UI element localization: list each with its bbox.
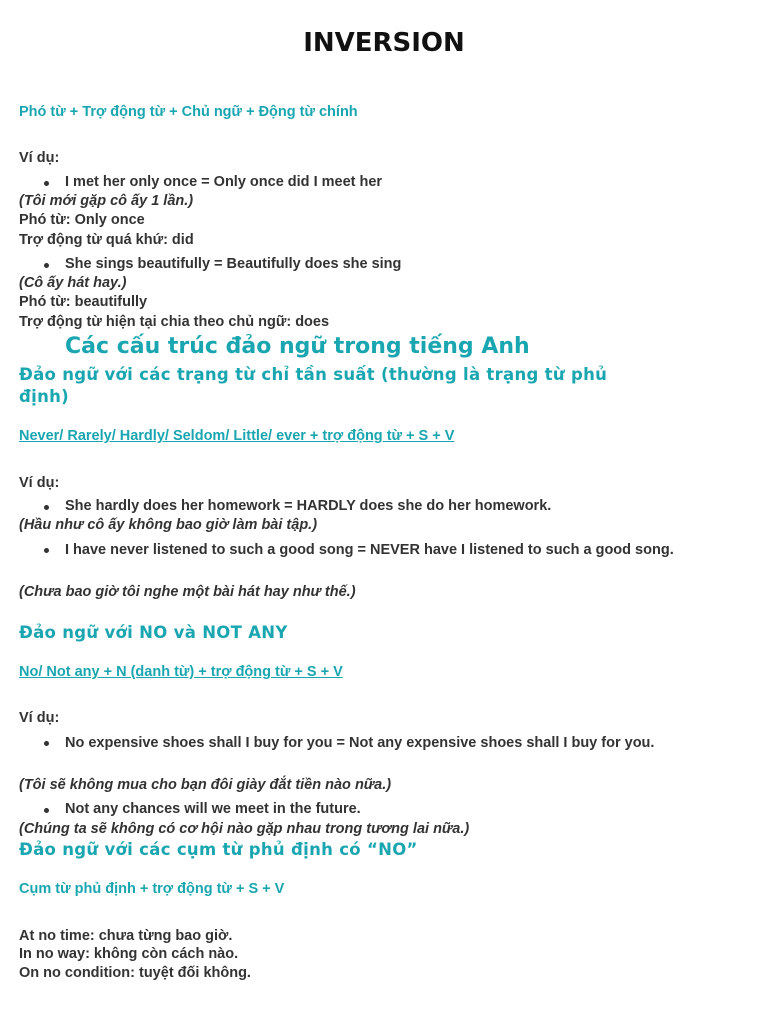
example-translation: (Chúng ta sẽ không có cơ hội nào gặp nhau trong tương lai nữa.) [19, 821, 470, 837]
example-adverb-note: Phó từ: Only once [19, 212, 145, 228]
main-heading: Các cấu trúc đảo ngữ trong tiếng Anh [65, 334, 530, 359]
bullet-icon [44, 505, 49, 510]
example-translation: (Tôi mới gặp cô ấy 1 lần.) [19, 193, 194, 209]
list-item: On no condition: tuyệt đối không. [19, 965, 251, 981]
example-translation: (Hầu như cô ấy không bao giờ làm bài tập.) [19, 517, 318, 533]
bullet-icon [44, 741, 49, 746]
example-translation: (Chưa bao giờ tôi nghe một bài hát hay như thế.) [19, 584, 356, 600]
bullet-icon [44, 181, 49, 186]
example-label: Ví dụ: [19, 710, 60, 726]
example-label: Ví dụ: [19, 150, 60, 166]
example-sentence: I have never listened to such a good song = NEVER have I listened to such a good song. [65, 542, 674, 558]
formula-negative-phrases: Cụm từ phủ định + trợ động từ + S + V [19, 881, 285, 897]
page-title: INVERSION [303, 28, 465, 58]
section-heading-frequency-cont: định) [19, 387, 70, 406]
example-sentence: She sings beautifully = Beautifully does she sing [65, 256, 402, 272]
example-sentence: I met her only once = Only once did I meet her [65, 174, 383, 190]
example-sentence: She hardly does her homework = HARDLY does she do her homework. [65, 498, 552, 514]
section-heading-frequency: Đảo ngữ với các trạng từ chỉ tần suất (thường là trạng từ phủ [19, 365, 608, 384]
example-sentence: Not any chances will we meet in the future. [65, 801, 361, 817]
formula-no-not-any: No/ Not any + N (danh từ) + trợ động từ + S + V [19, 664, 343, 680]
example-label: Ví dụ: [19, 475, 60, 491]
example-translation: (Cô ấy hát hay.) [19, 275, 127, 291]
example-sentence: No expensive shoes shall I buy for you = Not any expensive shoes shall I buy for you. [65, 735, 655, 751]
formula-adverb-inversion: Phó từ + Trợ động từ + Chủ ngữ + Động từ chính [19, 104, 358, 120]
section-heading-negative-phrases: Đảo ngữ với các cụm từ phủ định có “NO” [19, 840, 418, 859]
example-aux-note: Trợ động từ hiện tại chia theo chủ ngữ: does [19, 314, 330, 330]
bullet-icon [44, 263, 49, 268]
example-translation: (Tôi sẽ không mua cho bạn đôi giày đắt tiền nào nữa.) [19, 777, 392, 793]
bullet-icon [44, 548, 49, 553]
formula-frequency-inversion: Never/ Rarely/ Hardly/ Seldom/ Little/ ever + trợ động từ + S + V [19, 428, 455, 444]
example-aux-note: Trợ động từ quá khứ: did [19, 232, 194, 248]
list-item: At no time: chưa từng bao giờ. [19, 928, 233, 944]
section-heading-no-not-any: Đảo ngữ với NO và NOT ANY [19, 623, 288, 642]
list-item: In no way: không còn cách nào. [19, 946, 239, 962]
bullet-icon [44, 808, 49, 813]
example-adverb-note: Phó từ: beautifully [19, 294, 148, 310]
